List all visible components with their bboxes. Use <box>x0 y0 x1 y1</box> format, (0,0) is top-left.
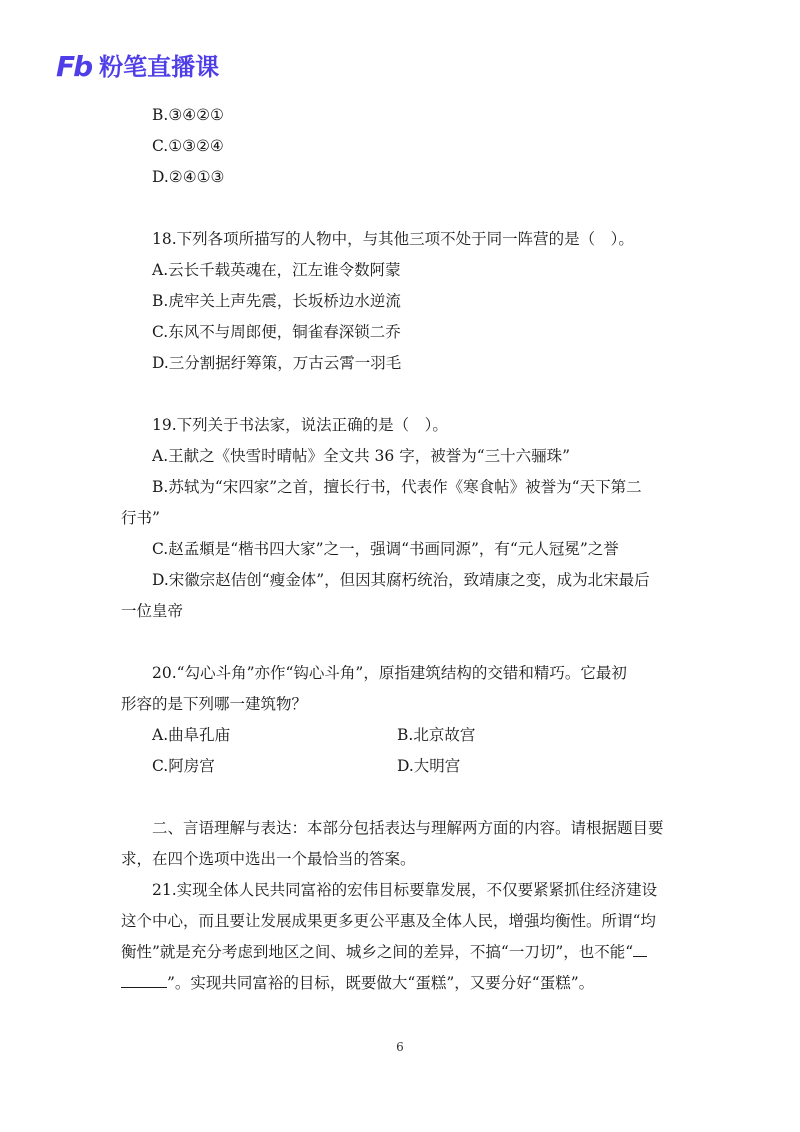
q18-option-d: D.三分割据纡筹策，万古云霄一羽毛 <box>152 354 402 372</box>
brand-logo-text: 粉笔直播课 <box>99 53 220 81</box>
q20-option-a: A.曲阜孔庙 <box>152 726 231 744</box>
q21-line3-text: 衡性”就是充分考虑到地区之间、城乡之间的差异，不搞“一刀切”，也不能“ <box>121 943 634 961</box>
section2-intro-line2: 求，在四个选项中选出一个最恰当的答案。 <box>121 850 416 868</box>
answer-blank <box>121 973 167 988</box>
q19-option-a: A.王献之《快雪时晴帖》全文共 36 字，被誉为“三十六骊珠” <box>152 447 571 465</box>
brand-logo-mark: Fb <box>56 50 92 83</box>
spacer <box>152 379 682 410</box>
q20-option-d: D.大明宫 <box>397 757 461 775</box>
prev-option-b: B.③④②① <box>152 106 224 124</box>
spacer <box>152 627 682 658</box>
q21-line1: 21.实现全体人民共同富裕的宏伟目标要靠发展，不仅要紧紧抓住经济建设 <box>152 881 658 899</box>
q19-option-b-line1: B.苏轼为“宋四家”之首，擅长行书，代表作《寒食帖》被誉为“天下第二 <box>152 478 642 496</box>
q20-option-b: B.北京故宫 <box>397 726 476 744</box>
brand-logo <box>56 50 220 83</box>
q18-option-a: A.云长千载英魂在，江左谁令数阿蒙 <box>152 261 401 279</box>
q20-options-row1 <box>152 720 682 751</box>
prev-option-c: C.①③②④ <box>152 137 224 155</box>
q20-option-c: C.阿房宫 <box>152 757 215 775</box>
page-number: 6 <box>396 1040 404 1054</box>
spacer <box>152 193 682 224</box>
document-body <box>121 100 682 999</box>
q19-option-d-line1: D.宋徽宗赵佶创“瘦金体”，但因其腐朽统治，致靖康之变，成为北宋最后 <box>152 571 650 589</box>
section2-intro-line1: 二、言语理解与表达：本部分包括表达与理解两方面的内容。请根据题目要 <box>152 819 664 837</box>
q18-stem: 18.下列各项所描写的人物中，与其他三项不处于同一阵营的是（ ）。 <box>152 230 634 248</box>
prev-option-d: D.②④①③ <box>152 168 225 186</box>
answer-blank-start <box>633 942 647 957</box>
q20-options-row2 <box>152 751 682 782</box>
q19-option-b-line2: 行书” <box>121 509 160 527</box>
q18-option-b: B.虎牢关上声先震，长坂桥边水逆流 <box>152 292 401 310</box>
q21-line4 <box>121 968 682 999</box>
q19-stem: 19.下列关于书法家，说法正确的是（ ）。 <box>152 416 448 434</box>
q19-option-c: C.赵孟頫是“楷书四大家”之一，强调“书画同源”，有“元人冠冕”之誉 <box>152 540 619 558</box>
spacer <box>152 782 682 813</box>
q18-option-c: C.东风不与周郎便，铜雀春深锁二乔 <box>152 323 401 341</box>
q21-line2: 这个中心，而且要让发展成果更多更公平惠及全体人民，增强均衡性。所谓“均 <box>121 912 656 930</box>
q21-line4-text: ”。实现共同富裕的目标，既要做大“蛋糕”，又要分好“蛋糕”。 <box>167 974 595 992</box>
q20-stem-line2: 形容的是下列哪一建筑物？ <box>121 695 308 713</box>
q21-line3 <box>121 937 682 968</box>
q19-option-d-line2: 一位皇帝 <box>121 602 184 620</box>
q20-stem-line1: 20.“勾心斗角”亦作“钩心斗角”，原指建筑结构的交错和精巧。它最初 <box>152 664 627 682</box>
